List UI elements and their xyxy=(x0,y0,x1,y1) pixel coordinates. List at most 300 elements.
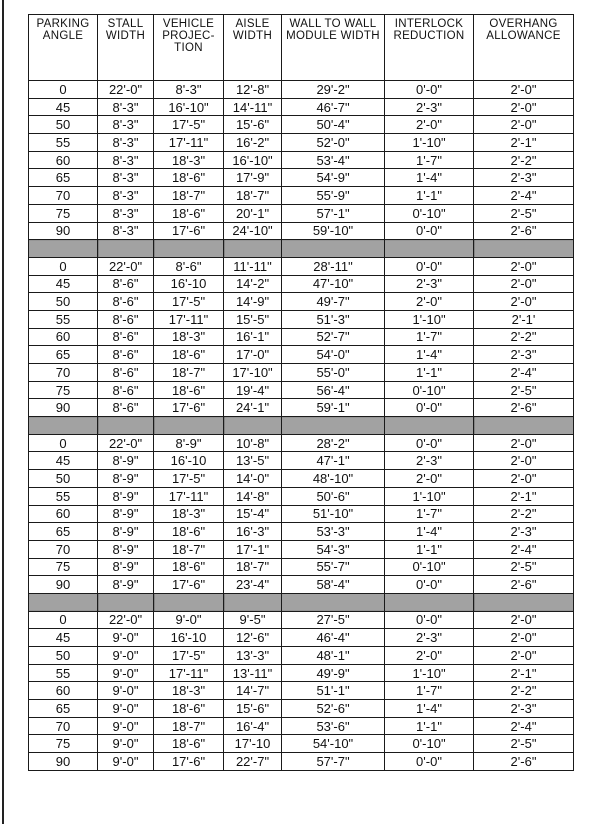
cell-stall-width: 8'-6" xyxy=(98,275,154,293)
cell-stall-width: 8'-3" xyxy=(98,187,154,205)
cell-parking-angle: 50 xyxy=(29,647,98,665)
cell-module-width: 52'-6" xyxy=(282,700,385,718)
header-aisle-width: AISLE WIDTH xyxy=(224,15,282,81)
cell-overhang-allowance: 2'-4" xyxy=(474,364,574,382)
cell-interlock-reduction: 0'-0" xyxy=(385,753,474,771)
cell-interlock-reduction: 2'-0" xyxy=(385,470,474,488)
cell-parking-angle: 45 xyxy=(29,452,98,470)
cell-parking-angle: 75 xyxy=(29,204,98,222)
table-row xyxy=(29,611,574,629)
cell-stall-width: 8'-3" xyxy=(98,169,154,187)
cell-overhang-allowance: 2'-0" xyxy=(474,257,574,275)
cell-stall-width: 9'-0" xyxy=(98,700,154,718)
cell-stall-width: 8'-9" xyxy=(98,523,154,541)
cell-module-width: 46'-7" xyxy=(282,98,385,116)
cell-vehicle-projection: 18'-6" xyxy=(154,558,224,576)
cell-aisle-width: 22'-7" xyxy=(224,753,282,771)
cell-module-width: 59'-1" xyxy=(282,399,385,417)
cell-stall-width: 8'-6" xyxy=(98,364,154,382)
separator-cell xyxy=(98,417,154,435)
cell-aisle-width: 16'-1" xyxy=(224,328,282,346)
cell-module-width: 28'-11" xyxy=(282,257,385,275)
cell-parking-angle: 55 xyxy=(29,487,98,505)
cell-interlock-reduction: 1'-10" xyxy=(385,134,474,152)
cell-interlock-reduction: 2'-0" xyxy=(385,647,474,665)
cell-parking-angle: 0 xyxy=(29,611,98,629)
cell-stall-width: 8'-6" xyxy=(98,399,154,417)
cell-stall-width: 8'-3" xyxy=(98,204,154,222)
cell-module-width: 58'-4" xyxy=(282,576,385,594)
header-vehicle-projection: VEHICLE PROJEC-TION xyxy=(154,15,224,81)
table-row xyxy=(29,576,574,594)
cell-overhang-allowance: 2'-1" xyxy=(474,134,574,152)
cell-stall-width: 8'-6" xyxy=(98,310,154,328)
cell-overhang-allowance: 2'-1" xyxy=(474,487,574,505)
cell-interlock-reduction: 1'-1" xyxy=(385,717,474,735)
cell-interlock-reduction: 2'-3" xyxy=(385,629,474,647)
table-row xyxy=(29,257,574,275)
cell-stall-width: 9'-0" xyxy=(98,664,154,682)
cell-interlock-reduction: 1'-10" xyxy=(385,310,474,328)
cell-interlock-reduction: 0'-0" xyxy=(385,434,474,452)
cell-vehicle-projection: 17'-5" xyxy=(154,293,224,311)
cell-interlock-reduction: 2'-3" xyxy=(385,275,474,293)
cell-stall-width: 8'-9" xyxy=(98,487,154,505)
cell-aisle-width: 13'-3" xyxy=(224,647,282,665)
separator-cell xyxy=(224,240,282,258)
cell-overhang-allowance: 2'-2" xyxy=(474,682,574,700)
cell-aisle-width: 12'-8" xyxy=(224,81,282,99)
cell-aisle-width: 18'-7" xyxy=(224,187,282,205)
cell-parking-angle: 50 xyxy=(29,293,98,311)
cell-parking-angle: 45 xyxy=(29,629,98,647)
cell-parking-angle: 60 xyxy=(29,682,98,700)
cell-module-width: 54'-3" xyxy=(282,540,385,558)
separator-cell xyxy=(282,417,385,435)
cell-stall-width: 22'-0" xyxy=(98,434,154,452)
cell-vehicle-projection: 17'-11" xyxy=(154,487,224,505)
cell-stall-width: 9'-0" xyxy=(98,629,154,647)
cell-parking-angle: 75 xyxy=(29,558,98,576)
cell-interlock-reduction: 1'-7" xyxy=(385,682,474,700)
cell-aisle-width: 15'-4" xyxy=(224,505,282,523)
cell-overhang-allowance: 2'-1' xyxy=(474,310,574,328)
cell-overhang-allowance: 2'-6" xyxy=(474,576,574,594)
cell-interlock-reduction: 1'-1" xyxy=(385,187,474,205)
cell-vehicle-projection: 17'-5" xyxy=(154,647,224,665)
cell-interlock-reduction: 1'-4" xyxy=(385,700,474,718)
cell-interlock-reduction: 0'-0" xyxy=(385,257,474,275)
cell-vehicle-projection: 17'-11" xyxy=(154,134,224,152)
cell-stall-width: 22'-0" xyxy=(98,81,154,99)
cell-vehicle-projection: 18'-3" xyxy=(154,682,224,700)
cell-interlock-reduction: 1'-1" xyxy=(385,364,474,382)
cell-interlock-reduction: 0'-10" xyxy=(385,558,474,576)
cell-vehicle-projection: 16'-10 xyxy=(154,629,224,647)
cell-parking-angle: 70 xyxy=(29,717,98,735)
cell-parking-angle: 60 xyxy=(29,328,98,346)
table-row xyxy=(29,434,574,452)
cell-module-width: 54'-0" xyxy=(282,346,385,364)
cell-vehicle-projection: 16'-10 xyxy=(154,275,224,293)
cell-module-width: 53'-4" xyxy=(282,151,385,169)
cell-interlock-reduction: 1'-7" xyxy=(385,151,474,169)
cell-parking-angle: 75 xyxy=(29,381,98,399)
cell-interlock-reduction: 0'-0" xyxy=(385,222,474,240)
cell-aisle-width: 18'-7" xyxy=(224,558,282,576)
cell-interlock-reduction: 1'-7" xyxy=(385,505,474,523)
table-row xyxy=(29,275,574,293)
cell-aisle-width: 13'-5" xyxy=(224,452,282,470)
cell-parking-angle: 90 xyxy=(29,576,98,594)
cell-vehicle-projection: 17'-6" xyxy=(154,222,224,240)
cell-interlock-reduction: 1'-4" xyxy=(385,346,474,364)
separator-cell xyxy=(474,240,574,258)
cell-aisle-width: 17'-10" xyxy=(224,364,282,382)
cell-overhang-allowance: 2'-3" xyxy=(474,346,574,364)
group-separator xyxy=(29,417,574,435)
cell-vehicle-projection: 18'-6" xyxy=(154,523,224,541)
table-row xyxy=(29,134,574,152)
cell-stall-width: 9'-0" xyxy=(98,717,154,735)
cell-aisle-width: 17'-0" xyxy=(224,346,282,364)
cell-aisle-width: 17'-1" xyxy=(224,540,282,558)
cell-stall-width: 8'-6" xyxy=(98,328,154,346)
table-row xyxy=(29,753,574,771)
cell-overhang-allowance: 2'-4" xyxy=(474,540,574,558)
cell-stall-width: 22'-0" xyxy=(98,611,154,629)
cell-module-width: 51'-1" xyxy=(282,682,385,700)
table-row xyxy=(29,629,574,647)
cell-overhang-allowance: 2'-5" xyxy=(474,558,574,576)
cell-stall-width: 8'-6" xyxy=(98,346,154,364)
cell-vehicle-projection: 17'-5" xyxy=(154,116,224,134)
cell-vehicle-projection: 18'-3" xyxy=(154,328,224,346)
cell-vehicle-projection: 18'-3" xyxy=(154,505,224,523)
cell-aisle-width: 14'-11" xyxy=(224,98,282,116)
cell-overhang-allowance: 2'-0" xyxy=(474,293,574,311)
cell-interlock-reduction: 1'-1" xyxy=(385,540,474,558)
cell-vehicle-projection: 17'-11" xyxy=(154,664,224,682)
table-body xyxy=(29,81,574,771)
table-row xyxy=(29,310,574,328)
cell-overhang-allowance: 2'-0" xyxy=(474,116,574,134)
cell-module-width: 57'-1" xyxy=(282,204,385,222)
cell-stall-width: 9'-0" xyxy=(98,735,154,753)
separator-cell xyxy=(282,593,385,611)
cell-stall-width: 8'-3" xyxy=(98,222,154,240)
table-row xyxy=(29,523,574,541)
cell-aisle-width: 15'-5" xyxy=(224,310,282,328)
cell-interlock-reduction: 1'-10" xyxy=(385,487,474,505)
cell-parking-angle: 70 xyxy=(29,364,98,382)
table-row xyxy=(29,293,574,311)
cell-overhang-allowance: 2'-3" xyxy=(474,523,574,541)
separator-cell xyxy=(474,593,574,611)
table-row xyxy=(29,204,574,222)
cell-parking-angle: 50 xyxy=(29,116,98,134)
cell-parking-angle: 45 xyxy=(29,275,98,293)
cell-aisle-width: 23'-4" xyxy=(224,576,282,594)
cell-vehicle-projection: 16'-10" xyxy=(154,98,224,116)
cell-overhang-allowance: 2'-6" xyxy=(474,222,574,240)
cell-stall-width: 8'-3" xyxy=(98,134,154,152)
cell-stall-width: 8'-9" xyxy=(98,505,154,523)
cell-vehicle-projection: 17'-6" xyxy=(154,753,224,771)
cell-overhang-allowance: 2'-0" xyxy=(474,629,574,647)
cell-module-width: 56'-4" xyxy=(282,381,385,399)
cell-overhang-allowance: 2'-0" xyxy=(474,81,574,99)
cell-interlock-reduction: 0'-10" xyxy=(385,204,474,222)
separator-cell xyxy=(29,593,98,611)
cell-aisle-width: 14'-0" xyxy=(224,470,282,488)
cell-stall-width: 8'-3" xyxy=(98,151,154,169)
cell-interlock-reduction: 0'-0" xyxy=(385,576,474,594)
table-row xyxy=(29,735,574,753)
cell-aisle-width: 24'-10" xyxy=(224,222,282,240)
cell-overhang-allowance: 2'-6" xyxy=(474,399,574,417)
cell-vehicle-projection: 9'-0" xyxy=(154,611,224,629)
table-row xyxy=(29,540,574,558)
cell-stall-width: 8'-6" xyxy=(98,293,154,311)
cell-module-width: 47'-1" xyxy=(282,452,385,470)
cell-vehicle-projection: 16'-10 xyxy=(154,452,224,470)
separator-cell xyxy=(98,240,154,258)
cell-overhang-allowance: 2'-3" xyxy=(474,700,574,718)
group-separator xyxy=(29,593,574,611)
header-overhang-allowance: OVERHANG ALLOWANCE xyxy=(474,15,574,81)
cell-overhang-allowance: 2'-2" xyxy=(474,151,574,169)
cell-vehicle-projection: 18'-6" xyxy=(154,735,224,753)
separator-cell xyxy=(474,417,574,435)
cell-stall-width: 8'-9" xyxy=(98,470,154,488)
cell-module-width: 48'-1" xyxy=(282,647,385,665)
table-row xyxy=(29,700,574,718)
cell-overhang-allowance: 2'-5" xyxy=(474,735,574,753)
cell-stall-width: 9'-0" xyxy=(98,647,154,665)
table-row xyxy=(29,364,574,382)
header-module-width: WALL TO WALL MODULE WIDTH xyxy=(282,15,385,81)
cell-interlock-reduction: 0'-10" xyxy=(385,735,474,753)
cell-vehicle-projection: 17'-6" xyxy=(154,399,224,417)
cell-overhang-allowance: 2'-0" xyxy=(474,611,574,629)
cell-interlock-reduction: 2'-3" xyxy=(385,98,474,116)
table-row xyxy=(29,470,574,488)
separator-cell xyxy=(385,240,474,258)
table-row xyxy=(29,664,574,682)
cell-module-width: 28'-2" xyxy=(282,434,385,452)
cell-interlock-reduction: 2'-0" xyxy=(385,116,474,134)
cell-overhang-allowance: 2'-4" xyxy=(474,187,574,205)
cell-module-width: 55'-0" xyxy=(282,364,385,382)
table-row xyxy=(29,717,574,735)
cell-parking-angle: 90 xyxy=(29,753,98,771)
cell-module-width: 52'-0" xyxy=(282,134,385,152)
table-row xyxy=(29,151,574,169)
header-stall-width: STALL WIDTH xyxy=(98,15,154,81)
cell-interlock-reduction: 1'-10" xyxy=(385,664,474,682)
cell-stall-width: 9'-0" xyxy=(98,753,154,771)
table-row xyxy=(29,452,574,470)
cell-vehicle-projection: 18'-6" xyxy=(154,381,224,399)
cell-vehicle-projection: 17'-11" xyxy=(154,310,224,328)
table-row xyxy=(29,381,574,399)
cell-parking-angle: 55 xyxy=(29,664,98,682)
table-row xyxy=(29,222,574,240)
cell-stall-width: 8'-9" xyxy=(98,540,154,558)
cell-parking-angle: 55 xyxy=(29,310,98,328)
cell-aisle-width: 16'-4" xyxy=(224,717,282,735)
cell-aisle-width: 14'-7" xyxy=(224,682,282,700)
separator-cell xyxy=(385,593,474,611)
cell-stall-width: 8'-3" xyxy=(98,98,154,116)
separator-cell xyxy=(282,240,385,258)
cell-parking-angle: 90 xyxy=(29,222,98,240)
cell-interlock-reduction: 0'-10" xyxy=(385,381,474,399)
cell-parking-angle: 70 xyxy=(29,540,98,558)
cell-module-width: 54'-9" xyxy=(282,169,385,187)
cell-parking-angle: 0 xyxy=(29,257,98,275)
separator-cell xyxy=(29,240,98,258)
cell-interlock-reduction: 2'-3" xyxy=(385,452,474,470)
cell-vehicle-projection: 18'-7" xyxy=(154,540,224,558)
header-interlock-reduction: INTERLOCK REDUCTION xyxy=(385,15,474,81)
cell-aisle-width: 14'-9" xyxy=(224,293,282,311)
cell-aisle-width: 20'-1" xyxy=(224,204,282,222)
parking-dimensions-table xyxy=(28,14,574,771)
table-row xyxy=(29,328,574,346)
cell-parking-angle: 65 xyxy=(29,169,98,187)
table-row xyxy=(29,558,574,576)
cell-overhang-allowance: 2'-0" xyxy=(474,452,574,470)
cell-aisle-width: 16'-3" xyxy=(224,523,282,541)
cell-parking-angle: 0 xyxy=(29,434,98,452)
cell-stall-width: 8'-9" xyxy=(98,452,154,470)
cell-aisle-width: 17'-9" xyxy=(224,169,282,187)
cell-stall-width: 8'-3" xyxy=(98,116,154,134)
separator-cell xyxy=(154,593,224,611)
cell-interlock-reduction: 1'-4" xyxy=(385,169,474,187)
cell-vehicle-projection: 8'-9" xyxy=(154,434,224,452)
cell-overhang-allowance: 2'-0" xyxy=(474,98,574,116)
table-row xyxy=(29,346,574,364)
cell-vehicle-projection: 18'-3" xyxy=(154,151,224,169)
cell-parking-angle: 65 xyxy=(29,523,98,541)
table-row xyxy=(29,187,574,205)
separator-cell xyxy=(29,417,98,435)
cell-module-width: 55'-9" xyxy=(282,187,385,205)
table-row xyxy=(29,116,574,134)
cell-interlock-reduction: 1'-4" xyxy=(385,523,474,541)
cell-overhang-allowance: 2'-1" xyxy=(474,664,574,682)
cell-parking-angle: 45 xyxy=(29,98,98,116)
cell-module-width: 49'-9" xyxy=(282,664,385,682)
table-row xyxy=(29,647,574,665)
cell-module-width: 55'-7" xyxy=(282,558,385,576)
cell-overhang-allowance: 2'-6" xyxy=(474,753,574,771)
cell-aisle-width: 9'-5" xyxy=(224,611,282,629)
table-row xyxy=(29,169,574,187)
table-row xyxy=(29,81,574,99)
cell-parking-angle: 60 xyxy=(29,151,98,169)
cell-module-width: 52'-7" xyxy=(282,328,385,346)
cell-aisle-width: 16'-10" xyxy=(224,151,282,169)
cell-module-width: 51'-3" xyxy=(282,310,385,328)
table-row xyxy=(29,98,574,116)
cell-vehicle-projection: 8'-6" xyxy=(154,257,224,275)
table-row xyxy=(29,505,574,523)
cell-module-width: 54'-10" xyxy=(282,735,385,753)
cell-interlock-reduction: 0'-0" xyxy=(385,81,474,99)
separator-cell xyxy=(385,417,474,435)
cell-overhang-allowance: 2'-0" xyxy=(474,647,574,665)
separator-cell xyxy=(224,417,282,435)
cell-aisle-width: 19'-4" xyxy=(224,381,282,399)
cell-module-width: 57'-7" xyxy=(282,753,385,771)
cell-module-width: 50'-4" xyxy=(282,116,385,134)
cell-module-width: 53'-6" xyxy=(282,717,385,735)
cell-interlock-reduction: 0'-0" xyxy=(385,611,474,629)
cell-aisle-width: 12'-6" xyxy=(224,629,282,647)
cell-overhang-allowance: 2'-5" xyxy=(474,381,574,399)
cell-vehicle-projection: 18'-7" xyxy=(154,187,224,205)
cell-interlock-reduction: 1'-7" xyxy=(385,328,474,346)
cell-parking-angle: 60 xyxy=(29,505,98,523)
separator-cell xyxy=(98,593,154,611)
cell-vehicle-projection: 18'-6" xyxy=(154,169,224,187)
cell-aisle-width: 14'-2" xyxy=(224,275,282,293)
table-row xyxy=(29,399,574,417)
cell-aisle-width: 15'-6" xyxy=(224,116,282,134)
page-margin-rule xyxy=(2,0,4,824)
cell-module-width: 48'-10" xyxy=(282,470,385,488)
cell-module-width: 46'-4" xyxy=(282,629,385,647)
cell-aisle-width: 24'-1" xyxy=(224,399,282,417)
cell-overhang-allowance: 2'-0" xyxy=(474,434,574,452)
cell-overhang-allowance: 2'-2" xyxy=(474,505,574,523)
cell-module-width: 49'-7" xyxy=(282,293,385,311)
cell-vehicle-projection: 8'-3" xyxy=(154,81,224,99)
separator-cell xyxy=(224,593,282,611)
group-separator xyxy=(29,240,574,258)
cell-vehicle-projection: 17'-6" xyxy=(154,576,224,594)
cell-parking-angle: 75 xyxy=(29,735,98,753)
cell-vehicle-projection: 18'-7" xyxy=(154,364,224,382)
table-row xyxy=(29,487,574,505)
cell-parking-angle: 50 xyxy=(29,470,98,488)
cell-vehicle-projection: 18'-6" xyxy=(154,346,224,364)
cell-module-width: 29'-2" xyxy=(282,81,385,99)
cell-stall-width: 8'-9" xyxy=(98,558,154,576)
cell-module-width: 47'-10" xyxy=(282,275,385,293)
cell-parking-angle: 70 xyxy=(29,187,98,205)
cell-parking-angle: 65 xyxy=(29,700,98,718)
cell-vehicle-projection: 18'-6" xyxy=(154,204,224,222)
cell-module-width: 50'-6" xyxy=(282,487,385,505)
cell-parking-angle: 90 xyxy=(29,399,98,417)
cell-aisle-width: 13'-11" xyxy=(224,664,282,682)
cell-stall-width: 8'-9" xyxy=(98,576,154,594)
table-header xyxy=(29,15,574,81)
cell-overhang-allowance: 2'-5" xyxy=(474,204,574,222)
cell-parking-angle: 65 xyxy=(29,346,98,364)
cell-stall-width: 22'-0" xyxy=(98,257,154,275)
cell-module-width: 51'-10" xyxy=(282,505,385,523)
separator-cell xyxy=(154,240,224,258)
cell-aisle-width: 16'-2" xyxy=(224,134,282,152)
cell-vehicle-projection: 18'-7" xyxy=(154,717,224,735)
cell-aisle-width: 10'-8" xyxy=(224,434,282,452)
